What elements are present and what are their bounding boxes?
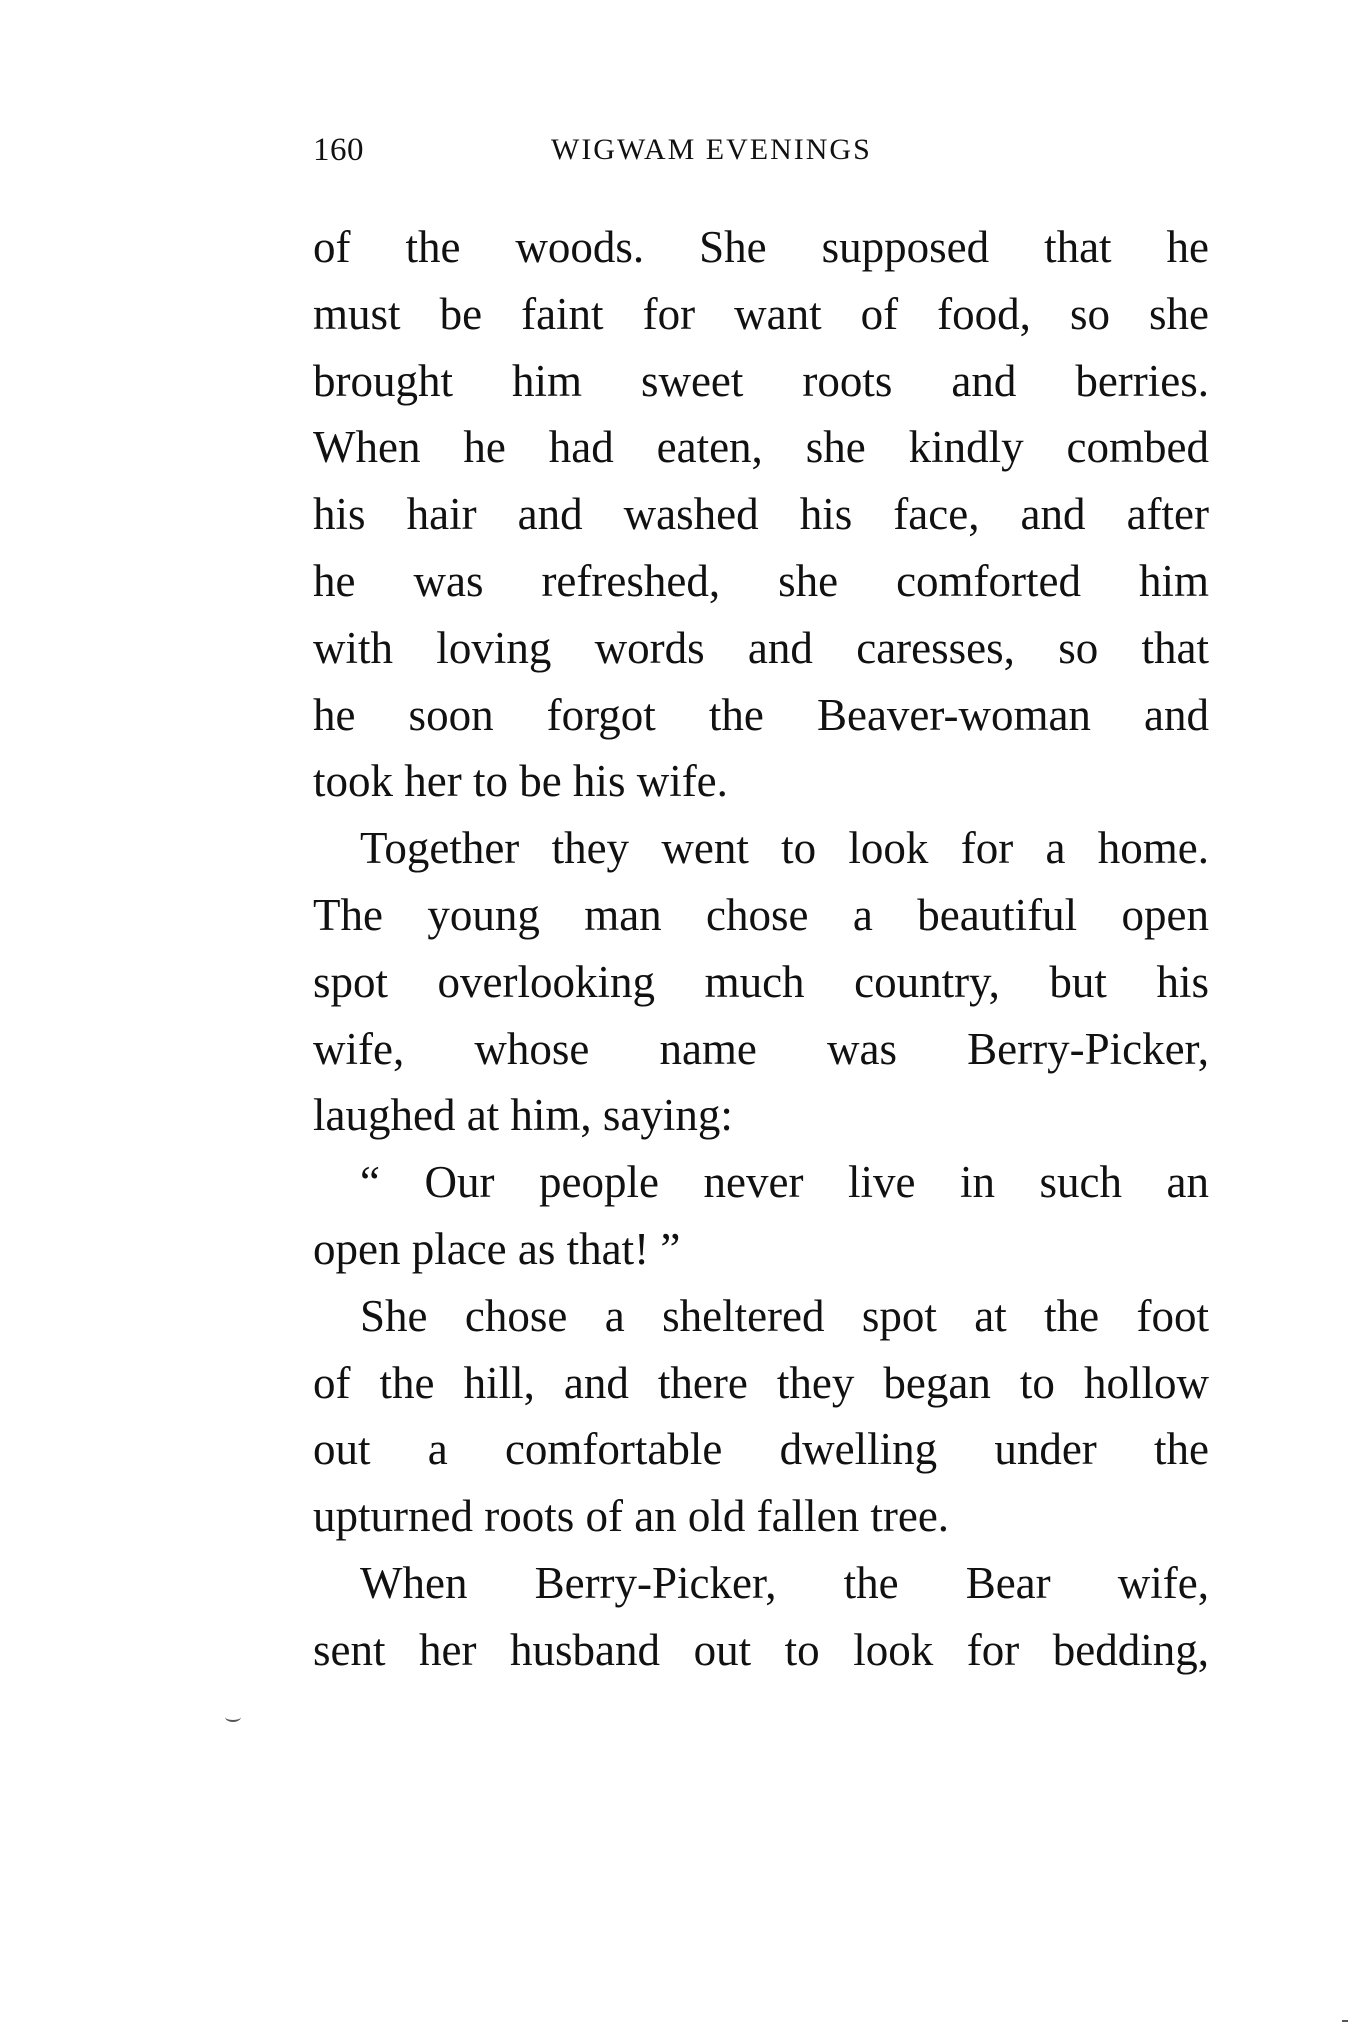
text-line: of the woods. She supposed that he bbox=[313, 222, 1209, 272]
text-line: When he had eaten, she kindly combed bbox=[313, 422, 1209, 473]
text-line: of the hill, and there they began to hollow bbox=[313, 1357, 1209, 1408]
text-line: “ Our people never live in such an bbox=[360, 1157, 1209, 1208]
scan-mark bbox=[1342, 2020, 1348, 2022]
text-line: Together they went to look for a home. bbox=[360, 823, 1209, 874]
text-line: he was refreshed, she comforted him bbox=[313, 555, 1209, 606]
text-line: must be faint for want of food, so she bbox=[313, 288, 1209, 339]
text-line: with loving words and caresses, so that bbox=[313, 622, 1209, 673]
text-line: sent her husband out to look for bedding, bbox=[313, 1624, 1209, 1675]
text-line: laughed at him, saying: bbox=[313, 1090, 733, 1141]
text-line: She chose a sheltered spot at the foot bbox=[360, 1290, 1209, 1341]
page-number: 160 bbox=[313, 132, 364, 168]
text-line: upturned roots of an old fallen tree. bbox=[313, 1491, 950, 1542]
text-line: open place as that! ” bbox=[313, 1223, 681, 1274]
text-line: brought him sweet roots and berries. bbox=[313, 355, 1209, 406]
text-line: spot overlooking much country, but his bbox=[313, 956, 1209, 1007]
body-text bbox=[313, 214, 1209, 1684]
text-line: took her to be his wife. bbox=[313, 756, 728, 807]
running-title: WIGWAM EVENINGS bbox=[551, 133, 872, 166]
text-line: his hair and washed his face, and after bbox=[313, 489, 1209, 540]
text-line: The young man chose a beautiful open bbox=[313, 889, 1209, 940]
text-line: out a comfortable dwelling under the bbox=[313, 1424, 1209, 1475]
text-line: wife, whose name was Berry-Picker, bbox=[313, 1023, 1209, 1074]
text-line: When Berry-Picker, the Bear wife, bbox=[360, 1557, 1209, 1608]
running-head bbox=[313, 128, 973, 172]
scan-mark bbox=[225, 1712, 241, 1722]
text-line: he soon forgot the Beaver-woman and bbox=[313, 689, 1209, 740]
